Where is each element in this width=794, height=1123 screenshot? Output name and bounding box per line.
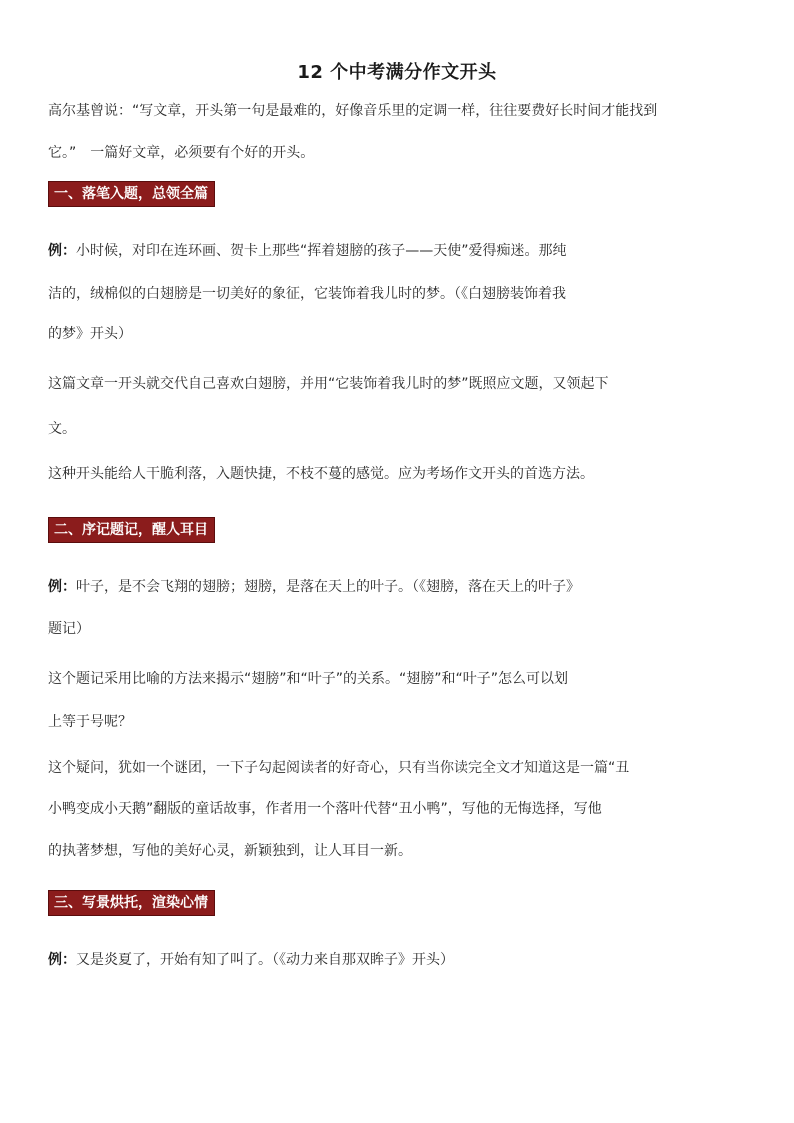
example-text: 小时候，对印在连环画、贺卡上那些“挥着翅膀的孩子——天使”爱得痴迷。那纯 [76,243,567,259]
section-heading: 三、写景烘托，渲染心情 [48,890,215,916]
paragraph-line: 文。 [48,421,76,437]
example-label: 例： [48,579,76,595]
paragraph-line: 这篇文章一开头就交代自己喜欢白翅膀，并用“它装饰着我儿时的梦”既照应文题，又领起下 [48,376,609,392]
document-title: 12 个中考满分作文开头 [297,62,497,83]
paragraph-line: 的执著梦想，写他的美好心灵，新颖独到，让人耳目一新。 [48,843,412,859]
example-text: 又是炎夏了，开始有知了叫了。（《动力来自那双眸子》开头） [76,952,454,968]
example-text: 叶子，是不会飞翔的翅膀；翅膀，是落在天上的叶子。（《翅膀，落在天上的叶子》 [76,579,580,595]
paragraph-line: 这种开头能给人干脆利落，入题快捷，不枝不蔓的感觉。应为考场作文开头的首选方法。 [48,466,594,482]
intro-line: 高尔基曾说：“写文章，开头第一句是最难的，好像音乐里的定调一样，往往要费好长时间才能找到 [48,103,658,119]
paragraph-line: 这个疑问，犹如一个谜团，一下子勾起阅读者的好奇心，只有当你读完全文才知道这是一篇“丑 [48,760,630,776]
example-label: 例： [48,243,76,259]
example-label: 例： [48,952,76,968]
paragraph-line: 上等于号呢？ [48,714,132,730]
example-line: 洁的，绒棉似的白翅膀是一切美好的象征，它装饰着我儿时的梦。（《白翅膀装饰着我 [48,286,566,302]
paragraph-line: 小鸭变成小天鹅”翻版的童话故事，作者用一个落叶代替“丑小鸭”，写他的无悔选择，写他 [48,801,602,817]
example-line [48,577,580,597]
example-line: 的梦》开头） [48,326,132,342]
example-line [48,241,567,261]
section-heading: 一、落笔入题，总领全篇 [48,181,215,207]
paragraph-line: 这个题记采用比喻的方法来揭示“翅膀”和“叶子”的关系。“翅膀”和“叶子”怎么可以划 [48,671,569,687]
intro-line: 它。” 一篇好文章，必须要有个好的开头。 [48,145,315,161]
example-line [48,950,454,970]
section-heading: 二、序记题记，醒人耳目 [48,517,215,543]
example-line: 题记） [48,621,90,637]
